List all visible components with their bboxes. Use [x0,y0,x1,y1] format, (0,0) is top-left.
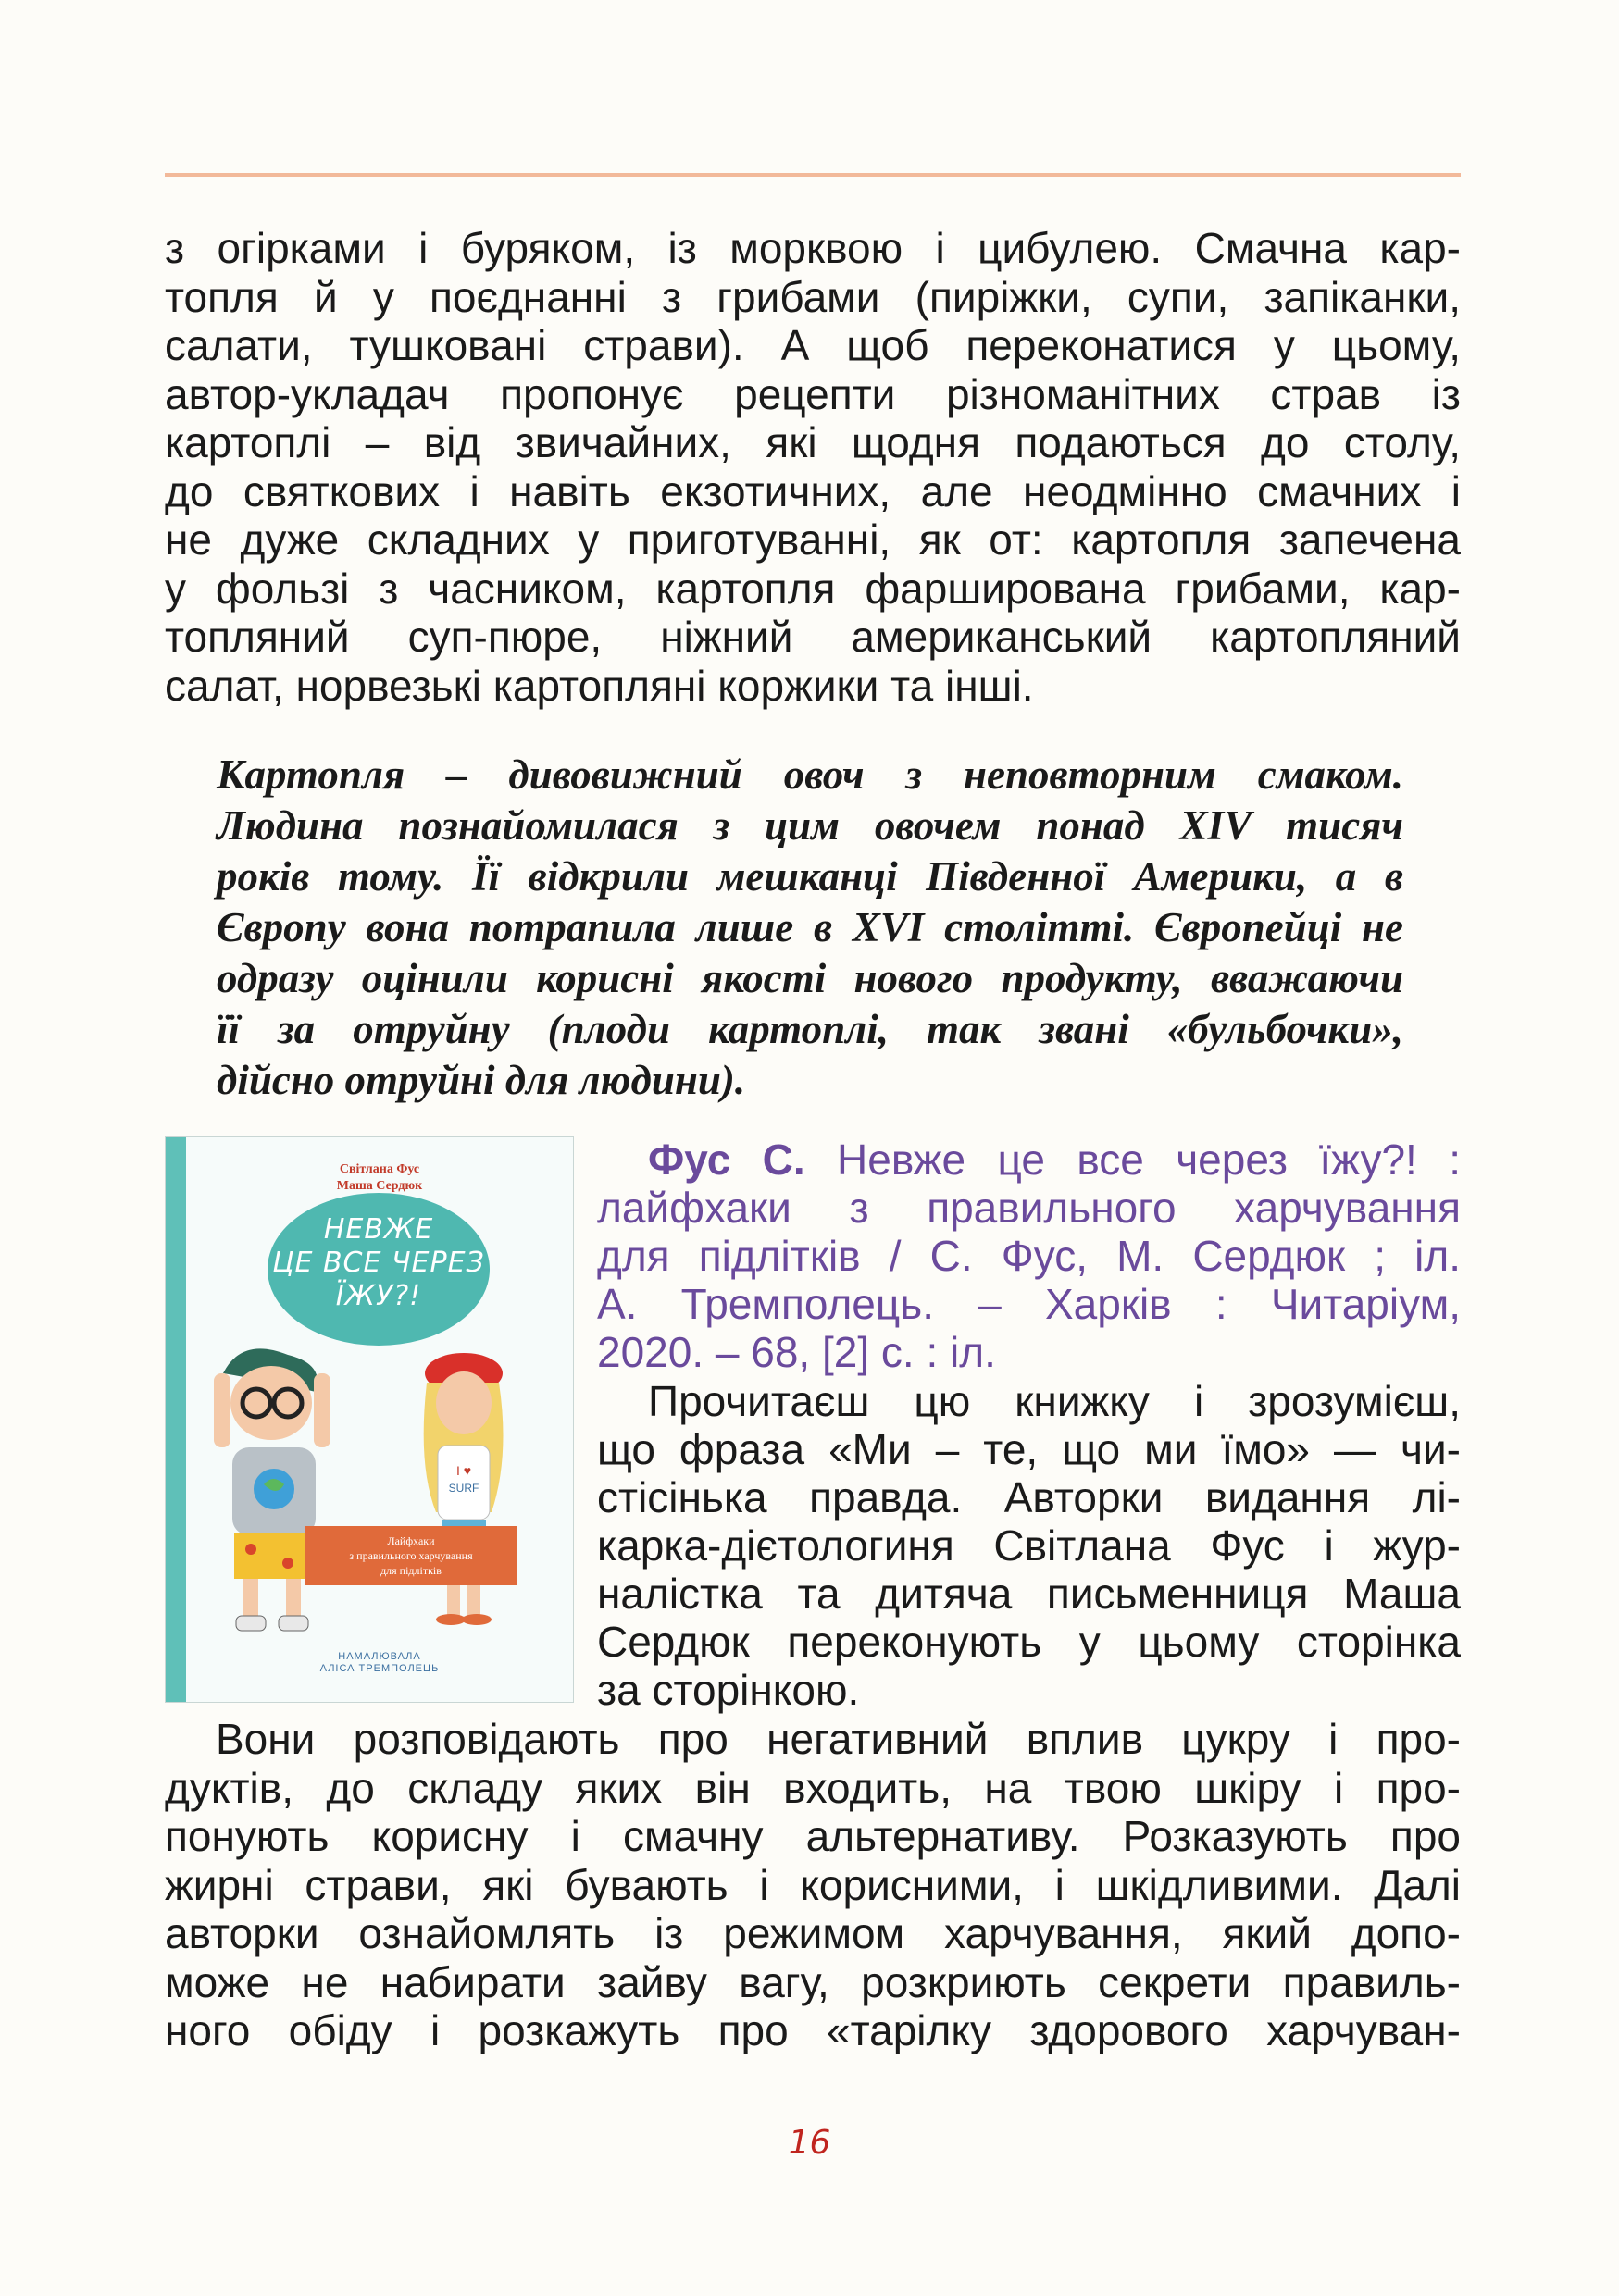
final-line: ного обіду і розкажуть про «тарілку здорового харчуван- [165,2006,1461,2054]
final-line: жирні страви, які бувають і корисними, і шкідливими. Далі [165,1860,1461,1909]
final-line: понують корисну і смачну альтернативу. Розказують про [165,1812,1461,1860]
svg-text:I ♥: I ♥ [455,1463,472,1478]
fact-line: Картопля – дивовижний овоч з неповторним смаком. [217,751,1403,798]
cover-illustrator: НАМАЛЮВАЛА АЛІСА ТРЕМПОЛЕЦЬ [319,1651,440,1674]
book-title: Невже це все через їжу?! : [804,1136,1461,1184]
review-line: Прочитаєш цю книжку і зрозумієш, [648,1377,1461,1425]
book-review-paragraph [597,1377,1461,1714]
intro-paragraph [165,224,1461,710]
fact-line: Людина познайомилася з цим овочем понад XIV тисяч [217,802,1403,849]
review-line: за сторінкою. [597,1666,860,1714]
bibliographic-entry [597,1136,1461,1376]
intro-line: до святкових і навіть екзотичних, але неодмінно смачних і [165,466,1461,515]
biblio-line: для підлітків / С. Фус, М. Сердюк ; іл. [597,1232,1461,1280]
review-line: що фраза «Ми – те, що ми їмо» — чи- [597,1425,1461,1473]
fact-line: років тому. Її відкрили мешканці Південної Америки, а в [217,853,1403,900]
potato-fact-block [217,750,1403,1106]
fact-line: дійсно отруйні для людини). [217,1057,746,1103]
fact-line: її за отруйну (плоди картоплі, так звані «бульбочки», [217,1006,1403,1052]
book-author: Фус С. [648,1136,805,1184]
intro-line: салат, норвезькі картопляні коржики та інші. [165,661,1034,710]
intro-line: салати, тушковані страви). А щоб переконатися у цьому, [165,321,1461,369]
review-line: Сердюк переконують у цьому сторінка [597,1618,1461,1666]
page-number: 16 [788,2124,831,2162]
intro-line: картоплі – від звичайних, які щодня подаються до столу, [165,418,1461,466]
review-line: налістка та дитяча письменниця Маша [597,1570,1461,1618]
intro-line: у фользі з часником, картопля фарширована грибами, кар- [165,564,1461,613]
final-line: Вони розповідають про негативний вплив цукру і про- [216,1715,1461,1763]
cover-characters-illustration [186,1336,573,1651]
intro-line: топля й у поєднанні з грибами (пиріжки, супи, запіканки, [165,272,1461,321]
biblio-line: лайфхаки з правильного харчування [597,1184,1461,1232]
cover-authors: Світлана Фус Маша Сердюк [336,1162,423,1193]
top-rule [165,173,1461,177]
cover-spine [166,1137,186,1702]
fact-line: Європу вона потрапила лише в XVI столітті. Європейці не [217,904,1403,950]
biblio-line [597,1136,1461,1184]
cover-subtitle-banner: Лайфхаки з правильного харчування для підлітків [305,1526,517,1585]
boy-figure-icon [214,1348,330,1631]
review-line: стісінька правда. Авторки видання лі- [597,1473,1461,1521]
biblio-line: А. Тремполець. – Харків : Читаріум, [597,1280,1461,1328]
fact-line: одразу оцінили корисні якості нового продукту, вважаючи [217,955,1403,1001]
svg-text:SURF: SURF [448,1482,479,1495]
final-line: може не набирати зайву вагу, розкриють секрети правиль- [165,1957,1461,2006]
review-line: карка-дієтологиня Світлана Фус і жур- [597,1521,1461,1570]
final-line: авторки ознайомлять із режимом харчування, який допо- [165,1909,1461,1957]
intro-line: з огірками і буряком, із морквою і цибулею. Смачна кар- [165,224,1461,272]
biblio-line: 2020. – 68, [2] с. : іл. [597,1328,996,1376]
cover-title: НЕВЖЕ ЦЕ ВСЕ ЧЕРЕЗ ЇЖУ?! [272,1213,485,1312]
book-cover-image [165,1136,574,1703]
final-line: дуктів, до складу яких він входить, на твою шкіру і про- [165,1763,1461,1812]
intro-line: не дуже складних у приготуванні, як от: картопля запечена [165,515,1461,564]
intro-line: топляний суп-пюре, ніжний американський картопляний [165,613,1461,661]
intro-line: автор-укладач пропонує рецепти різноманітних страв із [165,369,1461,418]
final-paragraph [165,1715,1461,2055]
